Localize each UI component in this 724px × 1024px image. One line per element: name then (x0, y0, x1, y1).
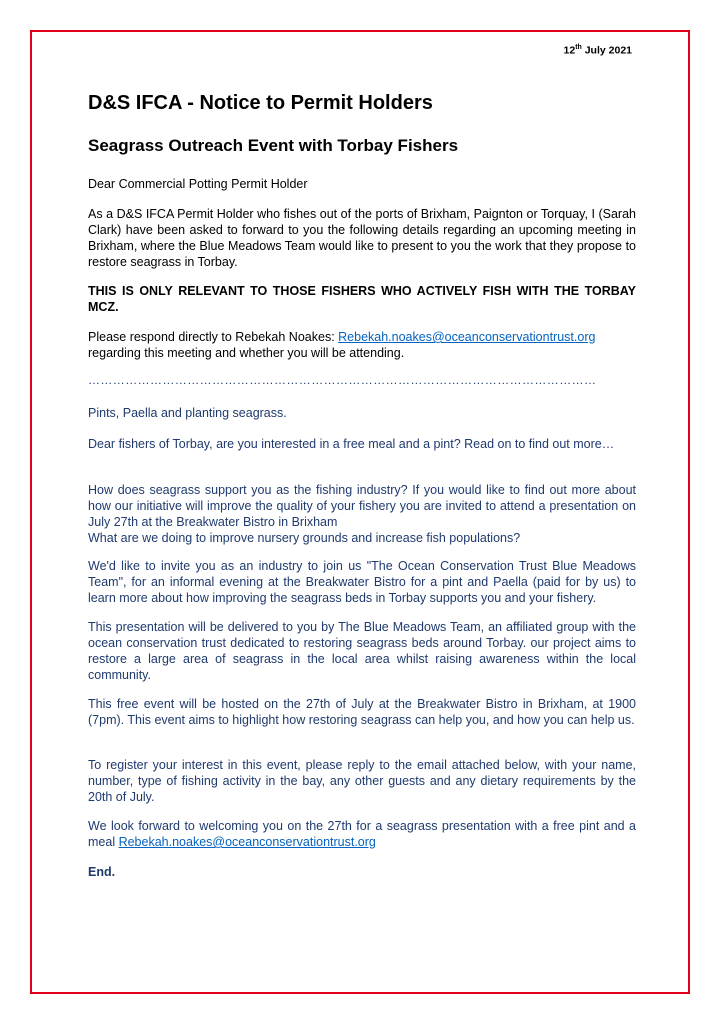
respond-email-link[interactable]: Rebekah.noakes@oceanconservationtrust.org (338, 330, 596, 344)
end-marker: End. (88, 865, 116, 879)
notice-paragraph: THIS IS ONLY RELEVANT TO THOSE FISHERS WHO ACTIVELY FISH WITH THE TORBAY MCZ. (88, 284, 636, 314)
event-email-link[interactable]: Rebekah.noakes@oceanconservationtrust.org (118, 835, 376, 849)
event-paragraph-6: To register your interest in this event, please reply to the email attached below, with your name, number, type of fishing activity in the bay, any other guests and any dietary requirements by the 20th of July. (88, 758, 636, 804)
letter-date: 12th July 2021 (563, 44, 632, 57)
respond-paragraph (88, 329, 636, 361)
respond-prefix: Please respond directly to Rebekah Noakes: (88, 330, 339, 344)
page-subtitle: Seagrass Outreach Event with Torbay Fishers (88, 136, 459, 155)
event-paragraph-7-text: We look forward to welcoming you on the 27th for a seagrass presentation with a free pint and a meal (88, 819, 636, 849)
event-paragraph-7 (88, 818, 636, 850)
divider-dots: …………………………………………………………………………………………………………… (88, 373, 597, 387)
page-title: D&S IFCA - Notice to Permit Holders (88, 92, 433, 114)
event-paragraph-4: This presentation will be delivered to you by The Blue Meadows Team, an affiliated group with the ocean conservation trust dedicated to restoring seagrass beds around Torbay. our project aims to restore a large area of seagrass in the local area whilst raising awareness within the local community. (88, 620, 636, 682)
event-paragraph-1: Dear fishers of Torbay, are you interested in a free meal and a pint? Read on to find out more… (88, 437, 615, 451)
event-paragraph-3: We'd like to invite you as an industry to join us "The Ocean Conservation Trust Blue Meadows Team", for an informal evening at the Breakwater Bistro for a pint and Paella (paid for by us) to learn more about how improving the seagrass beds in Torbay supports you and your fishery. (88, 559, 636, 605)
event-paragraph-2 (88, 482, 636, 546)
intro-paragraph: As a D&S IFCA Permit Holder who fishes out of the ports of Brixham, Paignton or Torquay, I (Sarah Clark) have been asked to forward to you the following details regarding an upcoming meeting in Brixham, where the Blue Meadows Team would like to present to you the work that they propose to restore seagrass in Torbay. (88, 207, 636, 269)
event-paragraph-2-question: What are we doing to improve nursery grounds and increase fish populations? (88, 531, 521, 545)
respond-suffix: regarding this meeting and whether you will be attending. (88, 346, 405, 360)
event-paragraph-2-main: How does seagrass support you as the fishing industry? If you would like to find out more about how our initiative will improve the quality of your fishery you are invited to attend a presentation on July 27th at the Breakwater Bistro in Brixham (88, 483, 636, 529)
event-paragraph-5: This free event will be hosted on the 27th of July at the Breakwater Bistro in Brixham, at 1900 (7pm). This event aims to highlight how restoring seagrass can help you, and how you can help us. (88, 697, 636, 727)
event-headline: Pints, Paella and planting seagrass. (88, 406, 287, 420)
salutation: Dear Commercial Potting Permit Holder (88, 177, 308, 191)
